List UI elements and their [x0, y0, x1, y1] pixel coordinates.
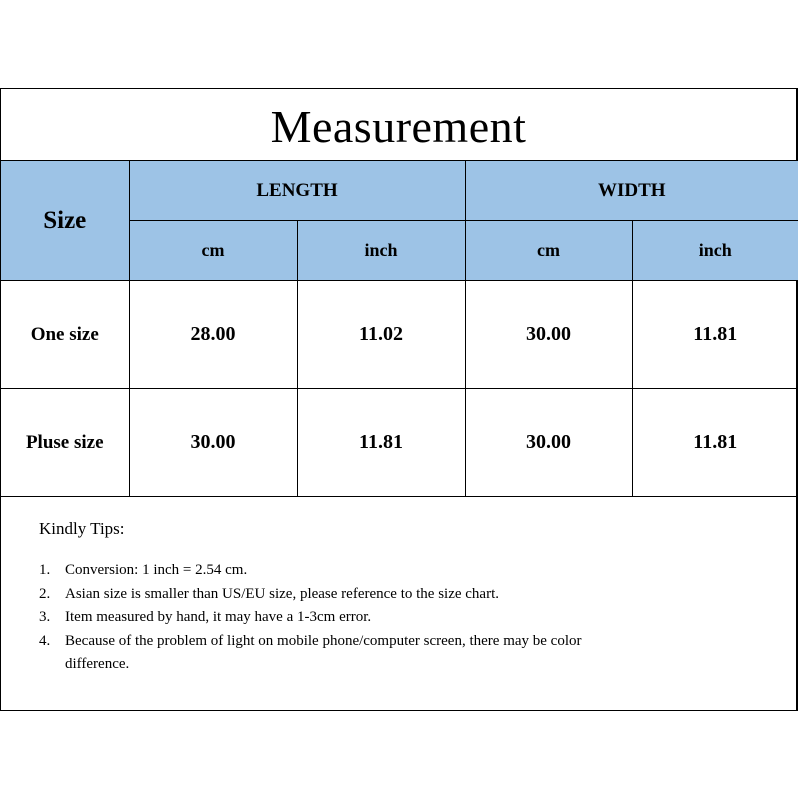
list-item: [39, 583, 739, 607]
size-header: Size: [1, 161, 129, 281]
length-inch-value: 11.81: [297, 389, 465, 497]
list-item-number: 2.: [39, 585, 51, 602]
width-inch-value: 11.81: [632, 281, 798, 389]
width-cm-value: 30.00: [465, 281, 632, 389]
size-label: One size: [1, 281, 129, 389]
unit-header-length-inch: inch: [297, 221, 465, 281]
table-row: [1, 389, 798, 497]
table-row: [1, 281, 798, 389]
list-item-number: 4.: [39, 632, 51, 649]
tips-list: [39, 559, 739, 677]
unit-header-width-cm: cm: [465, 221, 632, 281]
list-item-number: 3.: [39, 609, 51, 625]
length-inch-value: 11.02: [297, 281, 465, 389]
length-cm-value: 30.00: [129, 389, 297, 497]
width-inch-value: 11.81: [632, 389, 798, 497]
list-item: [39, 559, 739, 583]
size-label: Pluse size: [1, 389, 129, 497]
page-title: Measurement: [270, 101, 527, 152]
list-item-number: 1.: [39, 562, 51, 578]
width-header: WIDTH: [465, 161, 798, 221]
list-item: [39, 606, 739, 630]
unit-header-width-inch: inch: [632, 221, 798, 281]
list-item-text: Conversion: 1 inch = 2.54 cm.: [65, 562, 248, 578]
length-cm-value: 28.00: [129, 281, 297, 389]
tips-title: Kindly Tips:: [39, 519, 125, 538]
kindly-tips: [39, 519, 739, 677]
size-table: [1, 160, 798, 497]
list-item-text: Because of the problem of light on mobile phone/computer screen, there may be color difference.: [65, 632, 582, 672]
header-row-groups: [1, 161, 798, 221]
list-item-text: Asian size is smaller than US/EU size, please reference to the size chart.: [65, 585, 499, 602]
length-header: LENGTH: [129, 161, 465, 221]
width-cm-value: 30.00: [465, 389, 632, 497]
list-item: [39, 630, 739, 677]
measurement-chart: [0, 88, 798, 711]
unit-header-length-cm: cm: [129, 221, 297, 281]
list-item-text: Item measured by hand, it may have a 1-3cm error.: [65, 609, 372, 625]
